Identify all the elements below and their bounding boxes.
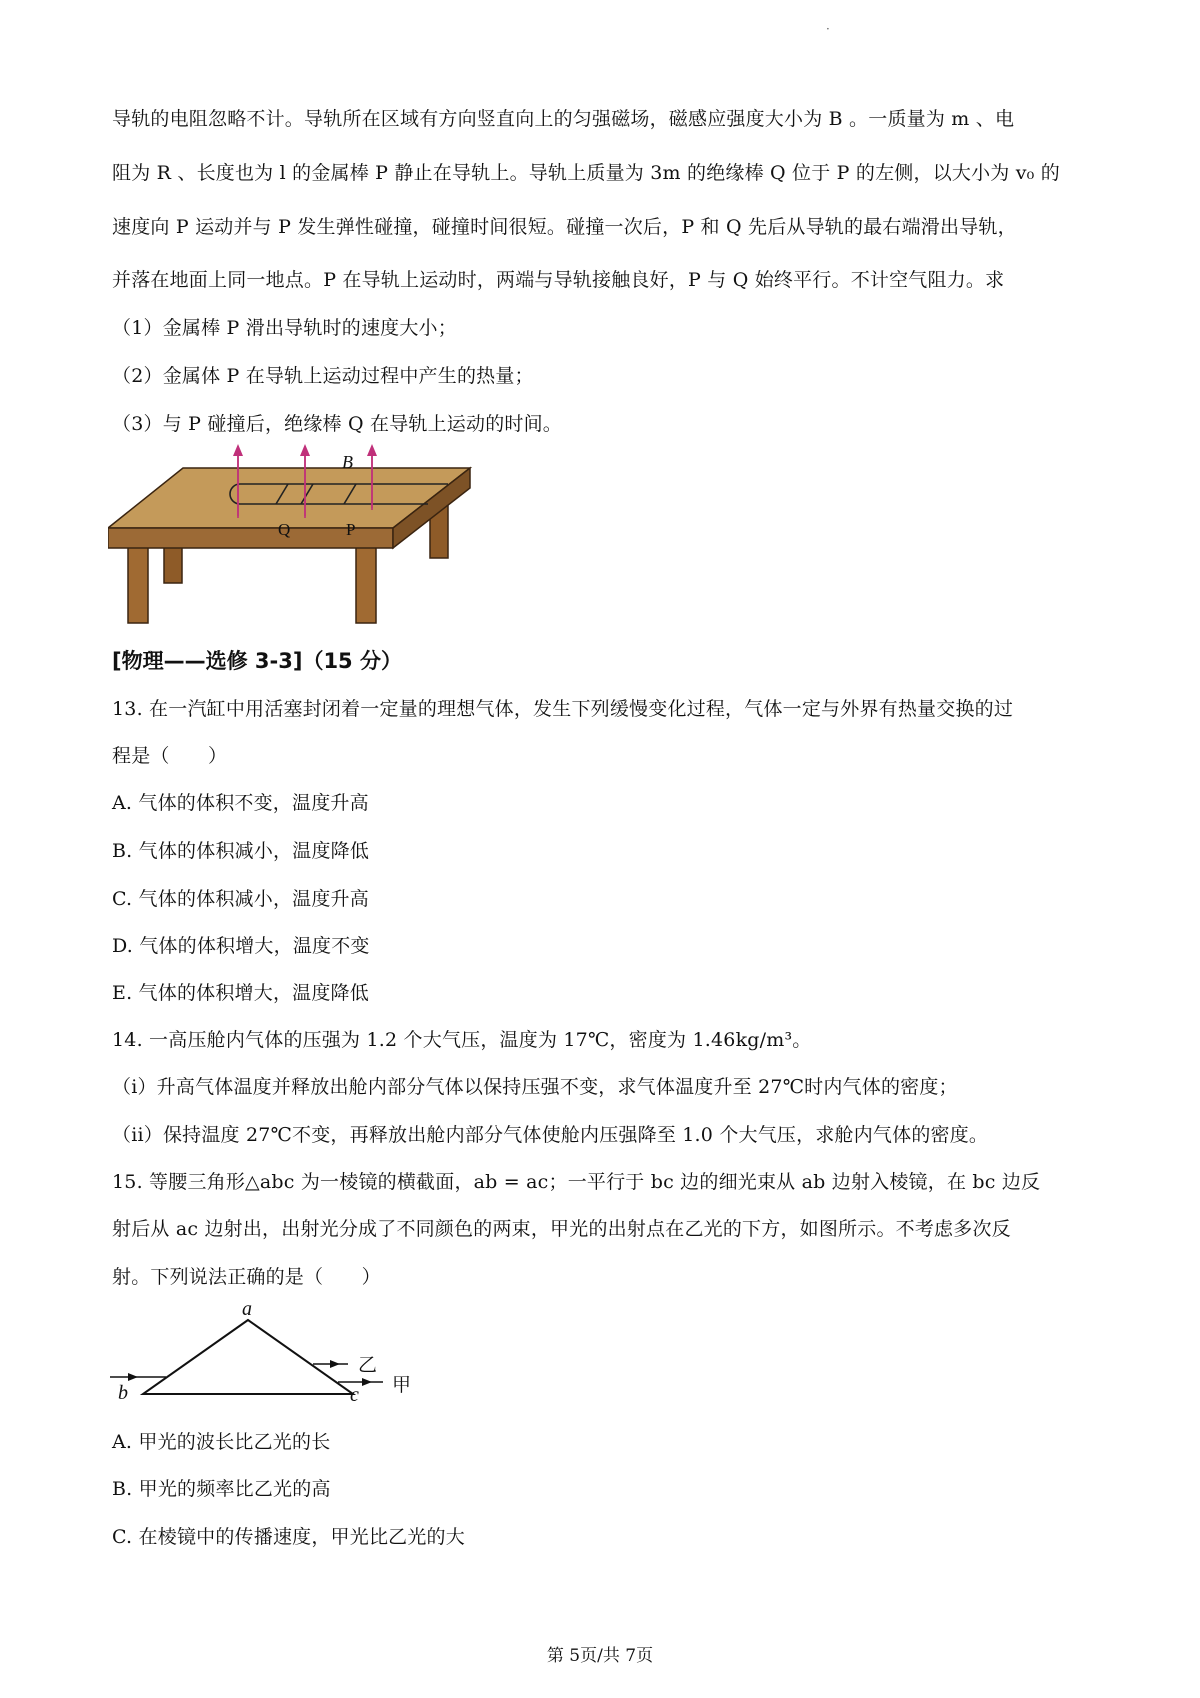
p12-question-2: （2）金属体 P 在导轨上运动过程中产生的热量；: [112, 365, 534, 387]
field-arrows: [230, 440, 430, 530]
p12-question-3: （3）与 P 碰撞后，绝缘棒 Q 在导轨上运动的时间。: [112, 413, 563, 435]
p12-line-4: 并落在地面上同一地点。P 在导轨上运动时，两端与导轨接触良好，P 与 Q 始终平行。不计空气阻力。求: [112, 269, 1005, 291]
p12-line-2: 阻为 R 、长度也为 l 的金属棒 P 静止在导轨上。导轨上质量为 3m 的绝缘棒 Q 位于 P 的左侧，以大小为 v₀ 的: [112, 162, 1060, 184]
label-B: B: [342, 452, 354, 472]
p12-line-1: 导轨的电阻忽略不计。导轨所在区域有方向竖直向上的匀强磁场，磁感应强度大小为 B 。一质量为 m 、电: [112, 108, 1015, 130]
p15-line-1: 15. 等腰三角形△abc 为一棱镜的横截面，ab = ac；一平行于 bc 边的细光束从 ab 边射入棱镜，在 bc 边反: [112, 1171, 1041, 1193]
p13-option-a: A. 气体的体积不变，温度升高: [112, 792, 369, 814]
p15-line-2: 射后从 ac 边射出，出射光分成了不同颜色的两束，甲光的出射点在乙光的下方，如图所示。不考虑多次反: [112, 1218, 1011, 1240]
label-a: a: [242, 1298, 253, 1320]
p13-option-e: E. 气体的体积增大，温度降低: [112, 982, 369, 1004]
p15-option-b: B. 甲光的频率比乙光的高: [112, 1478, 331, 1500]
p12-question-1: （1）金属棒 P 滑出导轨时的速度大小；: [112, 317, 457, 339]
p14-line-3: （ii）保持温度 27℃不变，再释放出舱内部分气体使舱内压强降至 1.0 个大气压，求舱内气体的密度。: [112, 1124, 989, 1146]
section-title: [物理——选修 3-3]（15 分）: [112, 649, 402, 673]
prism-figure: [108, 1302, 428, 1422]
prism-triangle: [143, 1320, 353, 1394]
label-yi: 乙: [358, 1354, 378, 1376]
p15-option-a: A. 甲光的波长比乙光的长: [112, 1431, 331, 1453]
p13-option-d: D. 气体的体积增大，温度不变: [112, 935, 370, 957]
p13-option-b: B. 气体的体积减小，温度降低: [112, 840, 370, 862]
page-footer: 第 5页/共 7页: [546, 1646, 654, 1666]
p13-line-1: 13. 在一汽缸中用活塞封闭着一定量的理想气体，发生下列缓慢变化过程，气体一定与外界有热量交换的过: [112, 698, 1014, 720]
p13-line-2: 程是（ ）: [112, 745, 228, 767]
p14-line-1: 14. 一高压舱内气体的压强为 1.2 个大气压，温度为 17℃，密度为 1.46kg/m³。: [112, 1029, 812, 1051]
p15-option-c: C. 在棱镜中的传播速度，甲光比乙光的大: [112, 1526, 465, 1548]
p13-option-c: C. 气体的体积减小，温度升高: [112, 888, 369, 910]
corner-dot: ·: [826, 22, 830, 36]
p12-line-3: 速度向 P 运动并与 P 发生弹性碰撞，碰撞时间很短。碰撞一次后，P 和 Q 先后从导轨的最右端滑出导轨，: [112, 216, 1017, 238]
label-c: c: [350, 1384, 360, 1406]
label-jia: 甲: [392, 1374, 412, 1396]
label-P: P: [346, 520, 356, 539]
label-b: b: [118, 1382, 129, 1404]
label-Q: Q: [278, 520, 291, 539]
p14-line-2: （i）升高气体温度并释放出舱内部分气体以保持压强不变，求气体温度升至 27℃时内气体的密度；: [112, 1076, 958, 1098]
p15-line-3: 射。下列说法正确的是（ ）: [112, 1266, 381, 1288]
